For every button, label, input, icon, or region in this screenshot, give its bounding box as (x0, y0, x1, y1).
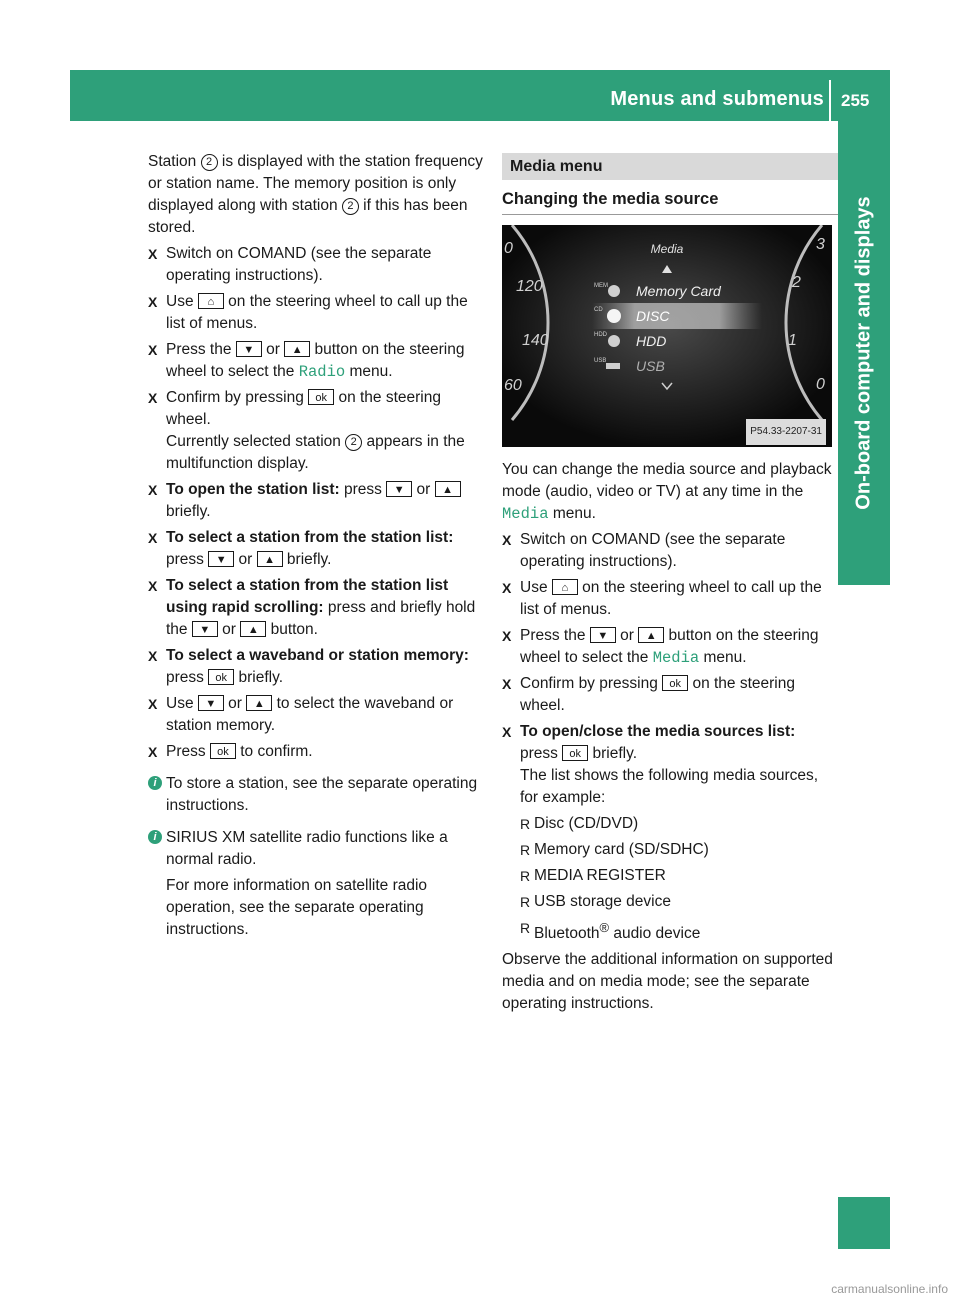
svg-text:DISC: DISC (636, 308, 670, 324)
media-menu-title: Media (650, 242, 684, 256)
down-arrow-icon: ▼ (386, 481, 412, 497)
step-press-ok: X Press ok to confirm. (148, 741, 488, 763)
home-icon: ⌂ (552, 579, 578, 595)
ok-key-icon: ok (308, 389, 334, 405)
step-home: X Use ⌂ on the steering wheel to call up the list of menus. (502, 577, 838, 621)
note-sirius: i SIRIUS XM satellite radio functions like a normal radio. For more information on satellite radio operation, see the separate operating instructions. (148, 827, 488, 941)
up-arrow-icon: ▲ (246, 695, 272, 711)
right-column (502, 151, 838, 1019)
outro-paragraph: Observe the additional information on supported media and on media mode; see the separate operating instructions. (502, 951, 833, 1013)
up-arrow-icon: ▲ (257, 551, 283, 567)
menu-name-media: Media (502, 505, 549, 523)
svg-text:MEM: MEM (594, 283, 608, 289)
media-item (594, 283, 722, 299)
step-select-radio: X Press the ▼ or ▲ button on the steering wheel to select the Radio menu. (148, 339, 488, 383)
down-arrow-icon: ▼ (198, 695, 224, 711)
left-gauge-label: 140 (522, 332, 549, 349)
chapter-title: Menus and submenus (610, 88, 824, 110)
intro-paragraph: Station 2 is displayed with the station frequency or station name. The memory position is only displayed along with station 2 if this has been stored. (148, 153, 483, 236)
step-confirm: X Confirm by pressing ok on the steering wheel. Currently selected station 2 appears in the multifunction display. (148, 387, 488, 475)
station-marker: 2 (201, 154, 218, 171)
step-confirm: X Confirm by pressing ok on the steering wheel. (502, 673, 838, 717)
menu-name-radio: Radio (298, 363, 346, 381)
media-intro: You can change the media source and playback mode (audio, video or TV) at any time in the Media menu. (502, 461, 832, 523)
left-gauge-label: 60 (504, 377, 522, 394)
station-marker: 2 (345, 434, 362, 451)
step-select-station: X To select a station from the station list: press ▼ or ▲ briefly. (148, 527, 488, 571)
down-arrow-icon: ▼ (236, 341, 262, 357)
left-gauge-label: 120 (516, 278, 543, 295)
page-number: 255 (841, 91, 870, 110)
right-gauge-label: 2 (792, 274, 801, 291)
list-item: R Bluetooth® audio device (502, 917, 838, 945)
list-item: R USB storage device (502, 891, 838, 913)
menu-name-media: Media (652, 649, 700, 667)
list-item: R MEDIA REGISTER (502, 865, 838, 887)
down-arrow-icon: ▼ (590, 627, 616, 643)
ok-key-icon: ok (562, 745, 588, 761)
watermark: carmanualsonline.info (831, 1282, 948, 1296)
step-switch-on: X Switch on COMAND (see the separate operating instructions). (502, 529, 838, 573)
step-open-station-list: X To open the station list: press ▼ or ▲ briefly. (148, 479, 488, 523)
svg-text:USB: USB (594, 358, 607, 364)
left-gauge-label: 0 (504, 240, 513, 257)
list-item: R Disc (CD/DVD) (502, 813, 838, 835)
note-store-station: i To store a station, see the separate operating instructions. (148, 773, 488, 817)
step-switch-on: X Switch on COMAND (see the separate operating instructions). (148, 243, 488, 287)
cluster-graphic (502, 225, 832, 447)
station-marker: 2 (342, 198, 359, 215)
step-select-media: X Press the ▼ or ▲ button on the steering wheel to select the Media menu. (502, 625, 838, 669)
info-icon: i (148, 830, 162, 844)
section-heading: Media menu (502, 153, 838, 180)
up-arrow-icon: ▲ (638, 627, 664, 643)
right-gauge-label: 1 (788, 332, 797, 349)
ok-key-icon: ok (210, 743, 236, 759)
svg-text:Memory Card: Memory Card (636, 283, 721, 299)
header-divider (829, 80, 831, 121)
side-tab-label: On-board computer and displays (852, 196, 875, 510)
sub-heading: Changing the media source (502, 188, 838, 215)
step-home: X Use ⌂ on the steering wheel to call up the list of menus. (148, 291, 488, 335)
info-icon: i (148, 776, 162, 790)
svg-text:HDD: HDD (594, 332, 607, 338)
page-header (70, 70, 890, 121)
step-open-media-sources: X To open/close the media sources list: press ok briefly. The list shows the following media sources, for example: (502, 721, 838, 809)
instrument-cluster-figure (502, 225, 832, 447)
left-column (148, 151, 488, 949)
right-gauge-label: 0 (816, 376, 825, 393)
up-arrow-icon: ▲ (435, 481, 461, 497)
svg-text:USB: USB (636, 358, 665, 374)
side-tab (838, 121, 890, 585)
svg-text:CD: CD (594, 307, 603, 313)
step-select-waveband: X To select a waveband or station memory: press ok briefly. (148, 645, 488, 689)
up-arrow-icon: ▲ (240, 621, 266, 637)
thumb-marker (838, 1197, 890, 1249)
ok-key-icon: ok (208, 669, 234, 685)
up-arrow-icon: ▲ (284, 341, 310, 357)
down-arrow-icon: ▼ (192, 621, 218, 637)
step-use-arrows: X Use ▼ or ▲ to select the waveband or station memory. (148, 693, 488, 737)
step-rapid-scroll: X To select a station from the station list using rapid scrolling: press and briefly hold the ▼ or ▲ button. (148, 575, 488, 641)
svg-text:HDD: HDD (636, 333, 667, 349)
ok-key-icon: ok (662, 675, 688, 691)
list-item: R Memory card (SD/SDHC) (502, 839, 838, 861)
down-arrow-icon: ▼ (208, 551, 234, 567)
home-icon: ⌂ (198, 293, 224, 309)
figure-reference-code: P54.33-2207-31 (746, 419, 826, 445)
right-gauge-label: 3 (816, 236, 825, 253)
